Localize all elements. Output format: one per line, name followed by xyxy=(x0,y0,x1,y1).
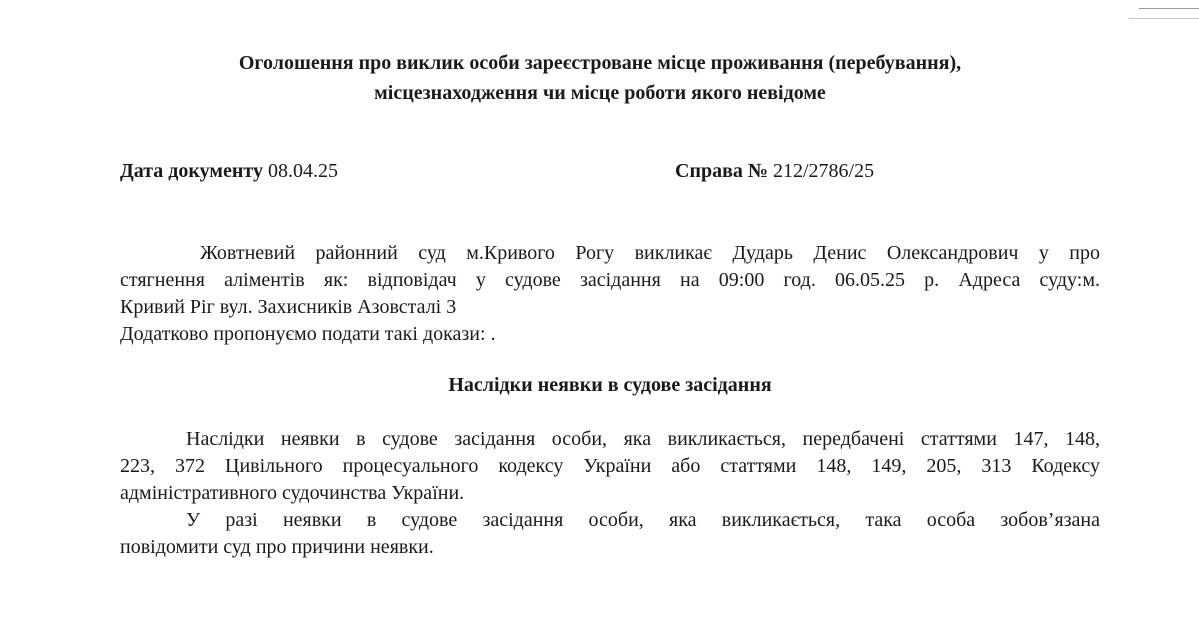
consequences-paragraph-2 xyxy=(120,507,1100,561)
consequences-p2-line-1: У разі неявки в судове засідання особи, яка викликається, така особа зобов’язана xyxy=(186,509,1100,531)
title-line-1: Оголошення про виклик особи зареєстроване місце проживання (перебування), xyxy=(238,52,962,74)
scan-edge-mark xyxy=(1129,18,1199,19)
consequences-p2-line-2: повідомити суд про причини неявки. xyxy=(120,536,434,558)
scan-edge-mark xyxy=(1139,8,1199,9)
date-label: Дата документу xyxy=(120,160,263,182)
title-line-2: місцезнаходження чи місце роботи якого невідоме xyxy=(374,82,826,104)
date-value: 08.04.25 xyxy=(268,160,338,182)
consequences-p1-line-1: Наслідки неявки в судове засідання особи, яка викликається, передбачені статтями 147, 148, xyxy=(186,428,1100,450)
consequences-heading: Наслідки неявки в судове засідання xyxy=(448,374,772,396)
document-date xyxy=(120,157,338,185)
summons-line-2: стягнення аліментів як: відповідач у судове засідання на 09:00 год. 06.05.25 р. Адреса суду:м. xyxy=(120,269,1100,291)
consequences-paragraph-1 xyxy=(120,426,1100,507)
consequences-p1-line-3: адміністративного судочинства України. xyxy=(120,482,465,504)
case-value: 212/2786/25 xyxy=(773,160,875,182)
summons-paragraph xyxy=(120,240,1100,321)
case-number xyxy=(675,157,874,185)
summons-line-3: Кривий Ріг вул. Захисників Азовсталі 3 xyxy=(120,296,457,318)
summons-line-1: Жовтневий районний суд м.Кривого Рогу викликає Дударь Денис Олександрович у про xyxy=(200,242,1100,264)
evidence-line: Додатково пропонуємо подати такі докази: . xyxy=(120,323,496,345)
case-label: Справа № xyxy=(675,160,768,182)
document-title xyxy=(140,48,1060,108)
consequences-p1-line-2: 223, 372 Цивільного процесуального кодексу України або статтями 148, 149, 205, 313 Кодексу xyxy=(120,455,1100,477)
